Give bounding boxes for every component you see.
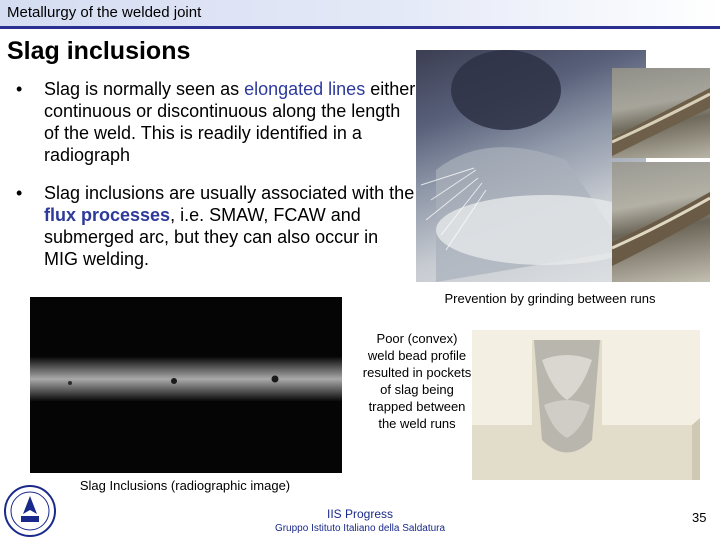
header-divider <box>0 26 720 29</box>
bullet-text: Slag inclusions are usually associated with the <box>44 183 415 203</box>
slide-title: Slag inclusions <box>7 37 191 65</box>
bullet-list <box>16 78 416 286</box>
convex-weld-photo <box>472 330 700 480</box>
bullet-text: Slag is normally seen as <box>44 79 245 99</box>
bullet-marker: • <box>16 79 23 99</box>
bullet-highlight: flux processes <box>44 205 171 225</box>
radiograph-image <box>30 297 342 473</box>
iis-logo-icon <box>3 484 57 538</box>
bullet-highlight: elongated lines <box>244 79 366 99</box>
bullet-item <box>16 78 416 166</box>
weld-bead-photo <box>612 68 710 158</box>
convex-bead-caption: Poor (convex) weld bead profile resulted in pockets of slag being trapped between the weld runs <box>362 331 472 431</box>
header-title: Metallurgy of the welded joint <box>7 4 202 21</box>
grinding-caption: Prevention by grinding between runs <box>444 291 656 306</box>
bullet-marker: • <box>16 183 23 203</box>
bullet-text: either continuous or discontinuous along the length of the weld. This is readily identified in a radiograph <box>44 79 416 165</box>
bullet-item <box>16 182 416 270</box>
org-subtitle: Gruppo Istituto Italiano della Saldatura <box>274 523 446 534</box>
weld-bead-photo <box>612 162 710 282</box>
page-number: 35 <box>692 510 707 525</box>
bullet-text: , i.e. SMAW, FCAW and submerged arc, but they can also occur in MIG welding. <box>44 205 379 269</box>
org-name: IIS Progress <box>326 507 394 521</box>
footer-organization <box>250 507 470 534</box>
radiograph-caption: Slag Inclusions (radiographic image) <box>79 478 291 493</box>
